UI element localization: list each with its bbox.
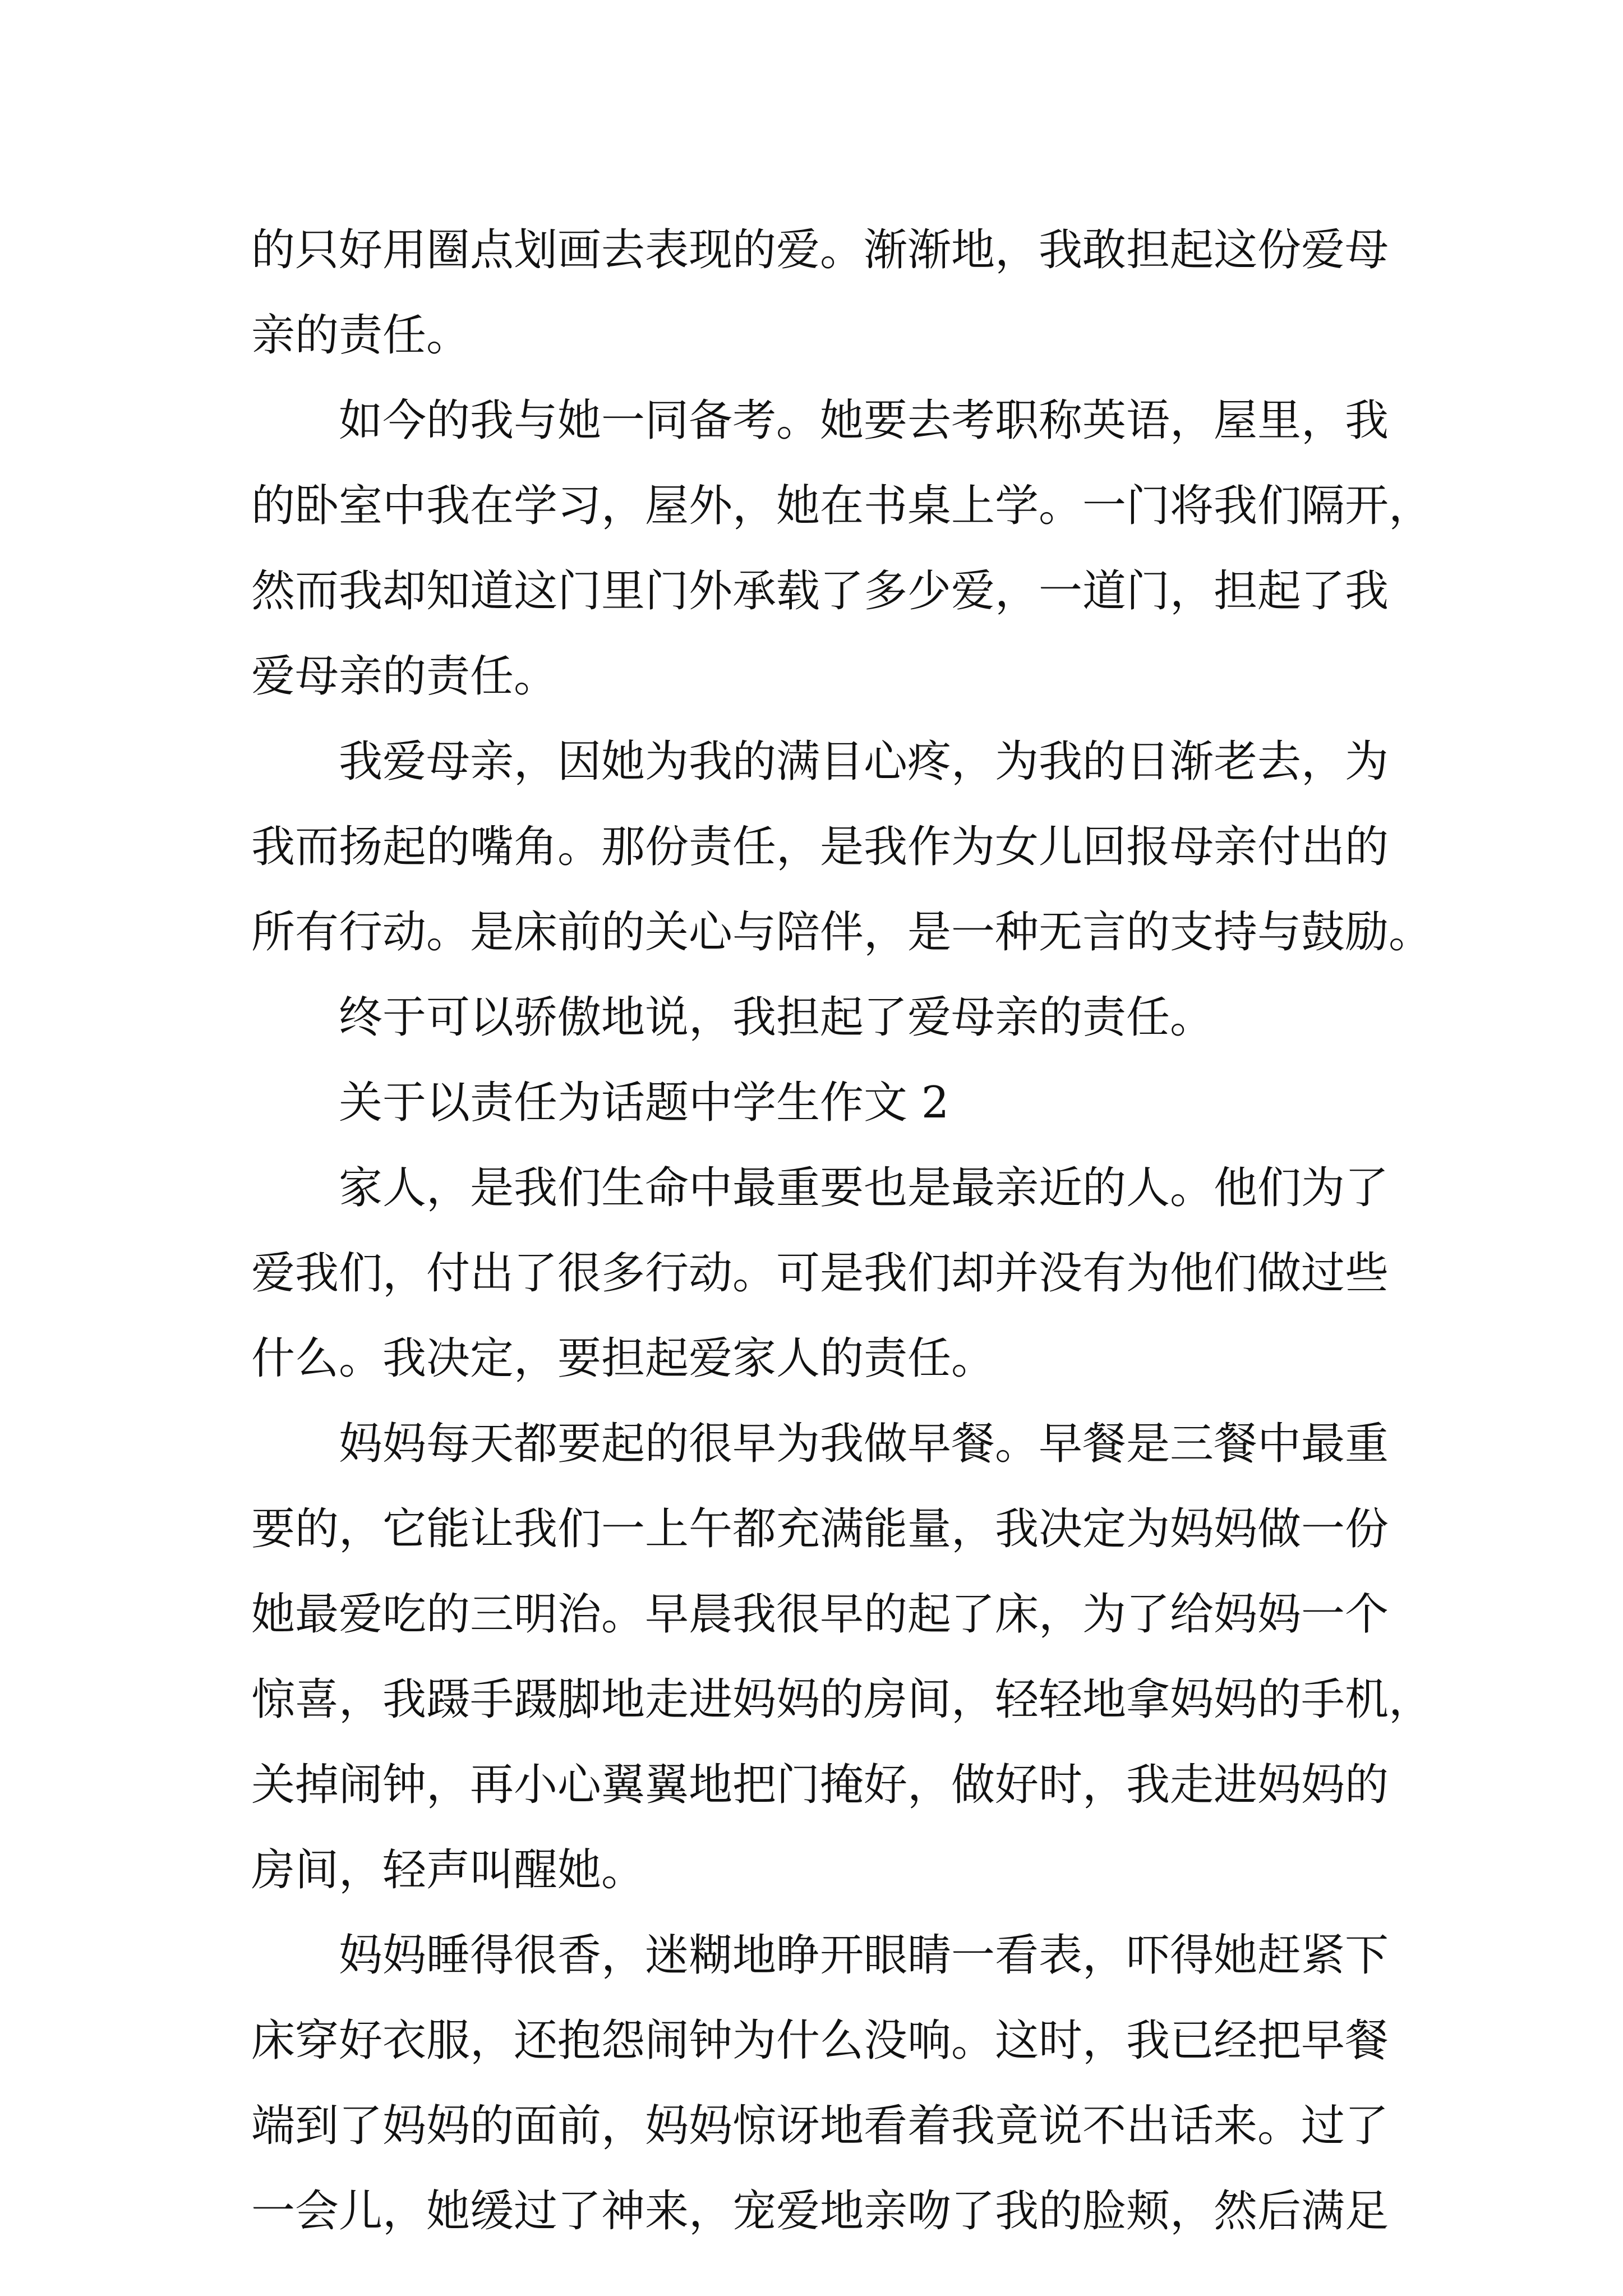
text-line: 所有行动。是床前的关心与陪伴，是一种无言的支持与鼓励。 [251,907,1433,958]
essay-body [251,208,1433,2254]
section-heading: 关于以责任为话题中学生作文 2 [339,1078,949,1128]
paragraph-first-line: 我爱母亲，因她为我的满目心疼，为我的日渐老去，为 [339,737,1389,787]
text-line: 关掉闹钟，再小心翼翼地把门掩好，做好时，我走进妈妈的 [251,1760,1389,1810]
text-line: 爱我们，付出了很多行动。可是我们却并没有为他们做过些 [251,1248,1389,1299]
text-line: 一会儿，她缓过了神来，宠爱地亲吻了我的脸颊，然后满足 [251,2186,1389,2237]
paragraph-first-line: 如今的我与她一同备考。她要去考职称英语，屋里，我 [339,395,1389,446]
text-line: 房间，轻声叫醒她。 [251,1845,645,1895]
text-line: 什么。我决定，要担起爱家人的责任。 [251,1333,995,1384]
text-line: 亲的责任。 [251,310,471,361]
text-line: 然而我却知道这门里门外承载了多少爱，一道门，担起了我 [251,566,1389,616]
text-line: 她最爱吃的三明治。早晨我很早的起了床，为了给妈妈一个 [251,1589,1389,1640]
text-line: 的只好用圈点划画去表现的爱。渐渐地，我敢担起这份爱母 [251,225,1389,275]
text-line: 的卧室中我在学习，屋外，她在书桌上学。一门将我们隔开， [251,481,1433,531]
paragraph-first-line: 妈妈每天都要起的很早为我做早餐。早餐是三餐中最重 [339,1419,1389,1469]
text-line: 惊喜，我蹑手蹑脚地走进妈妈的房间，轻轻地拿妈妈的手机， [251,1674,1433,1725]
text-line: 要的，它能让我们一上午都充满能量，我决定为妈妈做一份 [251,1504,1389,1554]
text-line: 我而扬起的嘴角。那份责任，是我作为女儿回报母亲付出的 [251,822,1389,872]
paragraph-first-line: 家人，是我们生命中最重要也是最亲近的人。他们为了 [339,1163,1389,1213]
paragraph-first-line: 终于可以骄傲地说，我担起了爱母亲的责任。 [339,992,1214,1043]
text-line: 爱母亲的责任。 [251,651,558,702]
paragraph-first-line: 妈妈睡得很香，迷糊地睁开眼睛一看表，吓得她赶紧下 [339,1930,1389,1981]
text-line: 端到了妈妈的面前，妈妈惊讶地看着我竟说不出话来。过了 [251,2101,1389,2151]
text-line: 床穿好衣服，还抱怨闹钟为什么没响。这时，我已经把早餐 [251,2016,1389,2066]
